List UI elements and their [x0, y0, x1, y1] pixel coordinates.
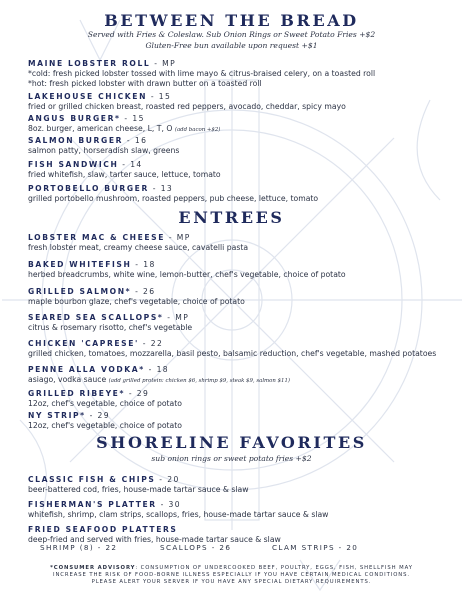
item-description: whitefish, shrimp, clam strips, scallops, fries, house-made tartar sauce & slaw — [28, 510, 329, 519]
item-price: - 20 — [155, 475, 180, 484]
item-description: maple bourbon glaze, chef's vegetable, choice of potato — [28, 297, 245, 306]
item-description: herbed breadcrumbs, white wine, lemon-butter, chef's vegetable, choice of potato — [28, 270, 346, 279]
item-description: fried or grilled chicken breast, roasted red peppers, avocado, cheddar, spicy mayo — [28, 102, 346, 111]
menu-item — [28, 472, 458, 495]
item-name: PORTOBELLO BURGER — [28, 184, 149, 193]
item-name: CLASSIC FISH & CHIPS — [28, 475, 156, 484]
sandwiches-subtitle-2: Gluten-Free bun available upon request +$1 — [145, 41, 318, 50]
menu-item — [28, 157, 458, 180]
item-name: CHICKEN 'CAPRESE' — [28, 339, 139, 348]
advisory-line-3: PLEASE ALERT YOUR SERVER IF YOU HAVE ANY SPECIAL DIETARY REQUIREMENTS. — [91, 579, 372, 585]
item-price: - MP — [165, 233, 191, 242]
item-addon: (add bacon +$2) — [174, 127, 221, 133]
item-price: - 15 — [120, 114, 145, 123]
section-title-entrees: ENTREES — [178, 208, 285, 227]
item-price: - 16 — [123, 136, 148, 145]
item-description: *cold: fresh picked lobster tossed with lime mayo & citrus-braised celery, on a toasted roll — [28, 69, 376, 78]
item-price: - 26 — [131, 287, 156, 296]
item-description: fresh lobster meat, creamy cheese sauce, cavatelli pasta — [28, 243, 249, 252]
item-price: - 14 — [118, 160, 143, 169]
menu-item — [28, 284, 458, 307]
item-price: - MP — [163, 313, 190, 322]
item-description: 8oz. burger, american cheese, L, T, O — [28, 124, 175, 133]
advisory-line-2: INCREASE THE RISK OF FOOD-BORNE ILLNESS ESPECIALLY IF YOU HAVE CERTAIN MEDICAL CONDITIONS. — [52, 572, 411, 578]
item-price: - 15 — [147, 92, 172, 101]
item-price: - 13 — [148, 184, 174, 193]
advisory-line-1: : CONSUMPTION OF UNDERCOOKED BEEF, POULTRY, EGGS, FISH, SHELLFISH MAY — [135, 565, 413, 571]
item-price: - 18 — [144, 365, 170, 374]
item-price: - MP — [150, 59, 177, 68]
variant-clam-strips: CLAM STRIPS - 20 — [272, 543, 359, 552]
item-description: beer-battered cod, fries, house-made tartar sauce & slaw — [28, 485, 249, 494]
item-description: deep-fried and served with fries, house-made tartar sauce & slaw — [28, 535, 281, 544]
menu-item — [28, 89, 458, 112]
variant-scallops: SCALLOPS - 26 — [160, 543, 232, 552]
item-name: FRIED SEAFOOD PLATTERS — [28, 525, 178, 534]
menu-item — [28, 181, 458, 204]
item-name: SEARED SEA SCALLOPS* — [28, 313, 164, 322]
item-name: LOBSTER MAC & CHEESE — [28, 233, 166, 242]
item-description: *hot: fresh picked lobster with drawn butter on a toasted roll — [28, 79, 262, 88]
sandwiches-subtitle: Served with Fries & Coleslaw. Sub Onion Rings or Sweet Potato Fries +$2 — [87, 30, 376, 39]
menu-item — [28, 133, 458, 156]
menu-item — [28, 386, 458, 409]
item-description: 12oz, chef's vegetable, choice of potato — [28, 421, 182, 430]
item-name: BAKED WHITEFISH — [28, 260, 132, 269]
item-name: GRILLED RIBEYE* — [28, 389, 126, 398]
item-description: 12oz, chef's vegetable, choice of potato — [28, 399, 182, 408]
variant-shrimp: SHRIMP (8) - 22 — [40, 543, 118, 552]
item-name: ANGUS BURGER* — [28, 114, 121, 123]
item-description: grilled chicken, tomatoes, mozzarella, basil pesto, balsamic reduction, chef's vegetable, mashed potatoes — [28, 349, 437, 358]
item-name: GRILLED SALMON* — [28, 287, 132, 296]
item-description: fried whitefish, slaw, tarter sauce, lettuce, tomato — [28, 170, 221, 179]
item-name: NY STRIP* — [28, 411, 86, 420]
item-name: SALMON BURGER — [28, 136, 124, 145]
menu-item — [28, 336, 458, 359]
menu-item — [28, 408, 458, 431]
section-title-shoreline: SHORELINE FAVORITES — [96, 433, 367, 452]
item-description: asiago, vodka sauce — [28, 375, 109, 384]
item-name: FISHERMAN'S PLATTER — [28, 500, 157, 509]
menu-item — [28, 230, 458, 253]
item-addon: (add grilled protein: chicken $6, shrimp $9, steak $9, salmon $11) — [108, 378, 290, 384]
consumer-advisory — [0, 565, 463, 586]
item-name: LAKEHOUSE CHICKEN — [28, 92, 148, 101]
item-price: - 22 — [138, 339, 164, 348]
section-title-sandwiches: BETWEEN THE BREAD — [104, 11, 359, 30]
item-description: salmon patty, horseradish slaw, greens — [28, 146, 180, 155]
item-name: PENNE ALLA VODKA* — [28, 365, 145, 374]
menu-item — [28, 497, 458, 520]
shoreline-subtitle: sub onion rings or sweet potato fries +$2 — [151, 454, 312, 463]
item-price: - 29 — [85, 411, 110, 420]
item-description: citrus & rosemary risotto, chef's vegetable — [28, 323, 193, 332]
item-name: FISH SANDWICH — [28, 160, 119, 169]
menu-item — [28, 257, 458, 280]
menu-item — [28, 310, 458, 333]
menu-item — [28, 111, 458, 135]
item-price: - 30 — [156, 500, 181, 509]
advisory-label: *CONSUMER ADVISORY — [50, 565, 136, 571]
item-price: - 18 — [131, 260, 156, 269]
menu-item — [28, 362, 458, 386]
item-name: MAINE LOBSTER ROLL — [28, 59, 151, 68]
item-price: - 29 — [125, 389, 150, 398]
item-description: grilled portobello mushroom, roasted peppers, pub cheese, lettuce, tomato — [28, 194, 319, 203]
menu-item — [28, 522, 458, 545]
menu-item — [28, 56, 458, 89]
